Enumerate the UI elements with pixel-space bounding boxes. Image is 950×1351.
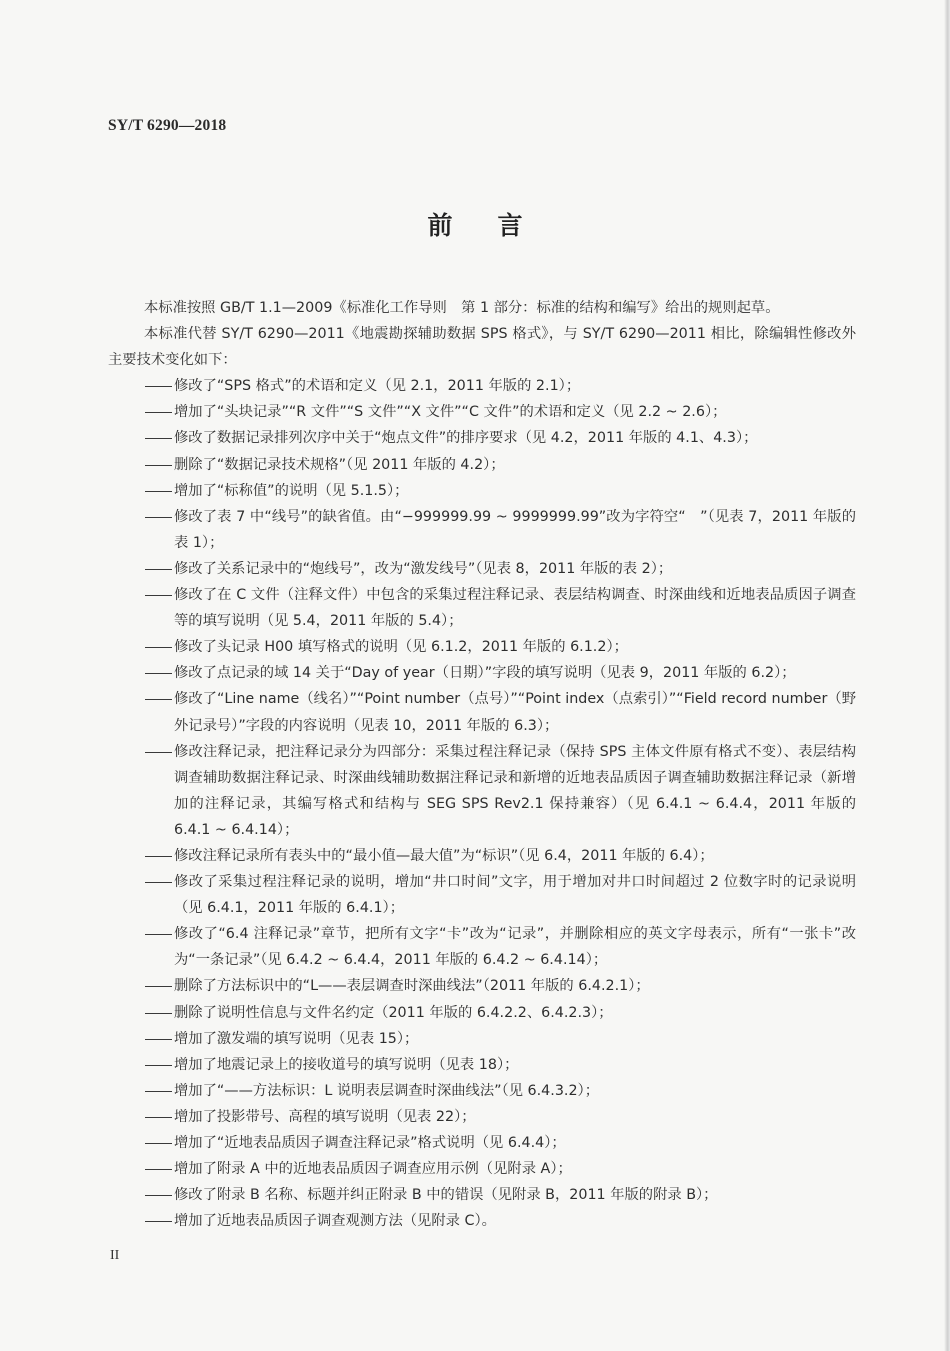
change-text: 修改了在 C 文件（注释文件）中包含的采集过程注释记录、表层结构调查、时深曲线和近地表品质因子调查等的填写说明（见 5.4，2011 年版的 5.4）； bbox=[174, 587, 856, 630]
page-number: II bbox=[110, 1248, 120, 1263]
change-item bbox=[108, 1104, 856, 1130]
change-text: 增加了地震记录上的接收道号的填写说明（见表 18）； bbox=[174, 1056, 519, 1073]
change-text: 增加了“近地表品质因子调查注释记录”格式说明（见 6.4.4）； bbox=[174, 1135, 566, 1151]
change-item bbox=[108, 921, 856, 973]
change-item bbox=[108, 452, 856, 478]
change-text: 修改了“SPS 格式”的术语和定义（见 2.1，2011 年版的 2.1）； bbox=[174, 378, 581, 395]
scan-edge bbox=[944, 0, 950, 1351]
change-text: 修改注释记录所有表头中的“最小值—最大值”为“标识”（见 6.4，2011 年版的 6.4）； bbox=[174, 847, 714, 864]
change-item bbox=[108, 1208, 856, 1234]
change-item bbox=[108, 478, 856, 504]
change-item bbox=[108, 739, 856, 843]
change-text: 增加了激发端的填写说明（见表 15）； bbox=[174, 1030, 419, 1047]
change-text: 修改了数据记录排列次序中关于“炮点文件”的排序要求（见 4.2，2011 年版的 4.1、4.3）； bbox=[174, 430, 758, 447]
change-text: 增加了“标称值”的说明（见 5.1.5）； bbox=[174, 482, 409, 499]
change-item bbox=[108, 634, 856, 660]
change-text: 修改了“6.4 注释记录”章节，把所有文字“卡”改为“记录”，并删除相应的英文字母表示，所有“一张卡”改为“一条记录”（见 6.4.2 ~ 6.4.4，2011 年版的 6.4.2 ~ 6.4.14）； bbox=[174, 926, 856, 969]
change-item bbox=[108, 1130, 856, 1156]
change-item bbox=[108, 1078, 856, 1104]
change-text: 修改了附录 B 名称、标题并纠正附录 B 中的错误（见附录 B，2011 年版的附录 B）； bbox=[174, 1187, 718, 1204]
change-text: 增加了近地表品质因子调查观测方法（见附录 C）。 bbox=[174, 1213, 496, 1230]
change-text: 修改了表 7 中“线号”的缺省值。由“−999999.99 ~ 9999999.99”改为字符空“ ”（见表 7，2011 年版的表 1）； bbox=[174, 508, 856, 551]
change-text: 增加了投影带号、高程的填写说明（见表 22）； bbox=[174, 1108, 476, 1125]
change-item bbox=[108, 1156, 856, 1182]
change-text: 修改了头记录 H00 填写格式的说明（见 6.1.2，2011 年版的 6.1.2）； bbox=[174, 639, 628, 656]
standard-code: SY/T 6290—2018 bbox=[108, 117, 227, 134]
change-item bbox=[108, 1052, 856, 1078]
paragraph-replacement: 本标准代替 SY/T 6290—2011《地震勘探辅助数据 SPS 格式》，与 SY/T 6290—2011 相比，除编辑性修改外主要技术变化如下： bbox=[108, 326, 856, 369]
change-text: 修改了采集过程注释记录的说明，增加“井口时间”文字，用于增加对井口时间超过 2 位数字时的记录说明（见 6.4.1，2011 年版的 6.4.1）； bbox=[174, 874, 856, 917]
change-text: 修改了“Line name（线名）”“Point number（点号）”“Point index（点索引）”“Field record number（野外记录号）”字段的内容说明（见表 10，2011 年版的 6.3）； bbox=[174, 691, 856, 734]
change-item bbox=[108, 843, 856, 869]
change-item bbox=[108, 582, 856, 634]
change-text: 修改注释记录，把注释记录分为四部分：采集过程注释记录（保持 SPS 主体文件原有格式不变）、表层结构调查辅助数据注释记录、时深曲线辅助数据注释记录和新增的近地表品质因子调查辅助数据注释记录（新增加的注释记录，其编写格式和结构与 SEG SPS Rev2.1 保持兼容）（见 6.4.1 ~ 6.4.4，2011 年版的 6.4.1 ~ 6.4.14）； bbox=[174, 743, 856, 838]
change-item bbox=[108, 1026, 856, 1052]
page-title: 前言 bbox=[427, 211, 568, 240]
change-text: 增加了“——方法标识：L 说明表层调查时深曲线法”（见 6.4.3.2）； bbox=[174, 1082, 600, 1099]
change-item bbox=[108, 973, 856, 999]
change-list bbox=[108, 373, 856, 1234]
change-item bbox=[108, 1000, 856, 1026]
change-item bbox=[108, 504, 856, 556]
change-text: 增加了附录 A 中的近地表品质因子调查应用示例（见附录 A）； bbox=[174, 1161, 572, 1178]
change-text: 增加了“头块记录”“R 文件”“S 文件”“X 文件”“C 文件”的术语和定义（见 2.2 ~ 2.6）； bbox=[174, 404, 727, 421]
change-item bbox=[108, 660, 856, 686]
change-item bbox=[108, 373, 856, 399]
change-item bbox=[108, 399, 856, 425]
paragraph-drafting-rules: 本标准按照 GB/T 1.1—2009《标准化工作导则 第 1 部分：标准的结构和编写》给出的规则起草。 bbox=[144, 300, 780, 316]
change-item bbox=[108, 425, 856, 451]
change-text: 修改了关系记录中的“炮线号”，改为“激发线号”（见表 8，2011 年版的表 2）； bbox=[174, 560, 673, 577]
change-item bbox=[108, 869, 856, 921]
change-item bbox=[108, 1182, 856, 1208]
change-item bbox=[108, 556, 856, 582]
change-item bbox=[108, 686, 856, 738]
change-text: 删除了方法标识中的“L——表层调查时深曲线法”（2011 年版的 6.4.2.1）； bbox=[174, 978, 650, 995]
foreword-body bbox=[108, 295, 856, 1234]
change-text: 删除了说明性信息与文件名约定（2011 年版的 6.4.2.2、6.4.2.3）； bbox=[174, 1004, 613, 1021]
change-text: 删除了“数据记录技术规格”（见 2011 年版的 4.2）； bbox=[174, 456, 505, 473]
change-text: 修改了点记录的域 14 关于“Day of year（日期）”字段的填写说明（见表 9，2011 年版的 6.2）； bbox=[174, 665, 796, 682]
